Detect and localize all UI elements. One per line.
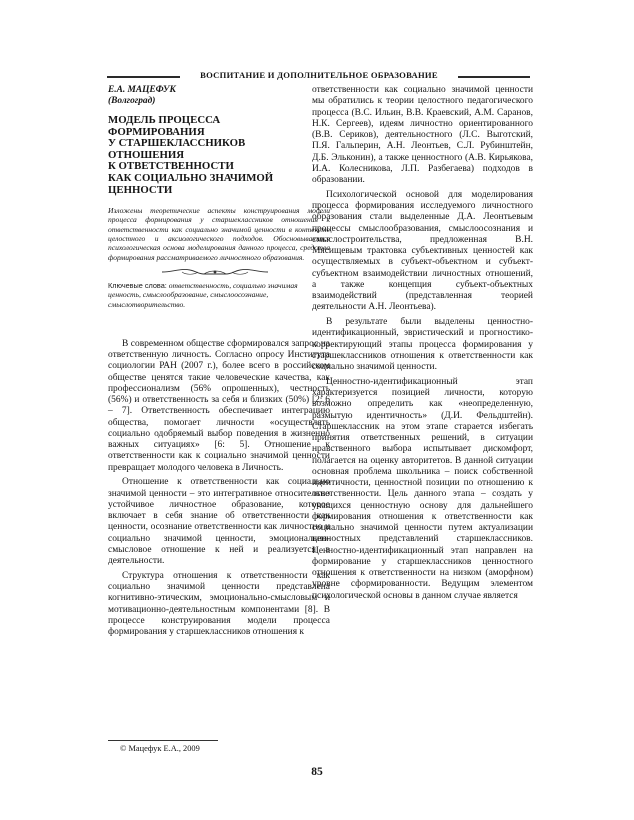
title-line: МОДЕЛЬ ПРОЦЕССА (108, 114, 221, 126)
keywords-text: ответственность, социально значимая ценность, смыслообразование, смыслоосознание, смыслотворительство. (108, 280, 298, 309)
keywords (108, 281, 330, 309)
author-city: (Волгоград) (108, 96, 156, 106)
left-column (108, 85, 330, 642)
keywords-label: Ключевые слова: (108, 280, 167, 290)
body-paragraph: Структура отношения к ответственности как социально значимой ценности представлена когнитивно-этическим, эмоционально-смысловым и мотивационно-деятельностным компонентами [8]. В процессе конструирования модели процесса формирования у старшеклассников отношения к (108, 570, 330, 638)
header-rule-left (107, 76, 180, 78)
title-line: У СТАРШЕКЛАССНИКОВ (108, 137, 246, 150)
title-line: ФОРМИРОВАНИЯ (108, 125, 205, 138)
header-rule-right (458, 76, 530, 78)
body-paragraph: Отношение к ответственности как социально значимой ценности – это интегративное относительно устойчивое личностное образование, которое включает в себя знание об ответственности как ценности, осознание ответственности как личностно и социально значимой ценности, эмоционально-смысловое отношение к ней и реализуется в деятельности. (108, 477, 330, 567)
title-line: ЦЕННОСТИ (108, 183, 173, 196)
running-head: ВОСПИТАНИЕ И ДОПОЛНИТЕЛЬНОЕ ОБРАЗОВАНИЕ (200, 70, 438, 80)
title-line: ОТНОШЕНИЯ (108, 148, 185, 161)
page-number: 85 (311, 766, 323, 778)
author-name: Е.А. МАЦЕФУК (108, 85, 176, 95)
title-line: К ОТВЕТСТВЕННОСТИ (108, 160, 234, 173)
article-title (108, 115, 330, 196)
ornament-divider-icon (110, 267, 320, 277)
footnote-rule (108, 740, 218, 741)
body-paragraph: В современном обществе сформировался запрос на ответственную личность. Согласно опросу Института социологии РАН (2007 г.), более всего в российском обществе ценятся такие человеческие качества, как профессионализм (56% опрошенных), честность (56%) и ответственность за себя и близких (50%) [2: 6 – 7]. Ответственность обеспечивает интеграцию общества, помогает личности «осуществлять социально одобряемый выбор поведения в жизненно важных ситуациях» [6: 5]. Отношение к ответственности как к социально значимой ценности превращает молодого человека в Личность. (108, 338, 330, 473)
body-paragraph: ответственности как социально значимой ценности мы обратились к теории целостного педагогического процесса (В.С. Ильин, В.В. Краевский, А.М. Саранов, Н.К. Сергеев), идеям личностно ориентированного (В.В. Сериков), деятельностного (Л.С. Выготский, П.Я. Гальперин, А.Н. Леонтьев, С.Л. Рубинштейн, Д.Б. Эльконин), а также ценностного (А.В. Кирьякова, И.А. Колесникова, Л.П. Разбегаева) подходов в образовании. (312, 85, 533, 185)
body-paragraph: В результате были выделены ценностно-идентификационный, эвристический и прогностико-корректирующий этапы процесса формирования у старшеклассников отношения к ответственности как социально значимой ценности. (312, 317, 533, 372)
copyright-notice: © Мацефук Е.А., 2009 (120, 744, 200, 753)
abstract: Изложены теоретические аспекты конструирования модели процесса формирования у старшеклассников отношения к ответственности как социально значимой ценности в контексте целостного и аксиологического подходов. Обосновываются психологическая основа моделирования данного процесса, средства формирования рассматриваемого личностного образования. (108, 206, 330, 262)
body-paragraph: Психологической основой для моделирования процесса формирования исследуемого личностного образования стали выделенные Д.А. Леонтьевым процессы смыслообразования, смыслоосознания и смыслостроительства, предложенная В.Н. Мясищевым трактовка субъективных ценностей как осуществляемых в субъект-объектном и субъект-субъектном взаимодействии личностных отношений, а также концепция субъект-объектных взаимодействий (представленная теорией деятельности А.Н. Леонтьева). (312, 189, 533, 313)
right-column (312, 85, 533, 605)
title-line: КАК СОЦИАЛЬНО ЗНАЧИМОЙ (108, 171, 274, 184)
body-paragraph: Ценностно-идентификационный этап характеризуется позицией личности, которую возможно определить как «неопределенную, размытую идентичность» (Д.И. Фельдштейн). Старшеклассник на этом этапе старается избегать принятия ответственных решений, в ситуации нравственного выбора испытывает дискомфорт, полагается на оценку авторитетов. В данной ситуации основная проблема школьника – поиск собственной идентичности, ценностной позиции по отношению к ответственности. Цель данного этапа – создать у учащихся ценностную основу для дальнейшего формирования отношения к ответственности как социально значимой ценности путем актуализации ценностных представлений старшеклассников. Ценностно-идентификационный этап направлен на формирование у старшеклассников ценностного отношения к ответственности на низком (аморфном) уровне сформированности. Ведущим элементом психологической основы в данном случае является (312, 376, 533, 601)
